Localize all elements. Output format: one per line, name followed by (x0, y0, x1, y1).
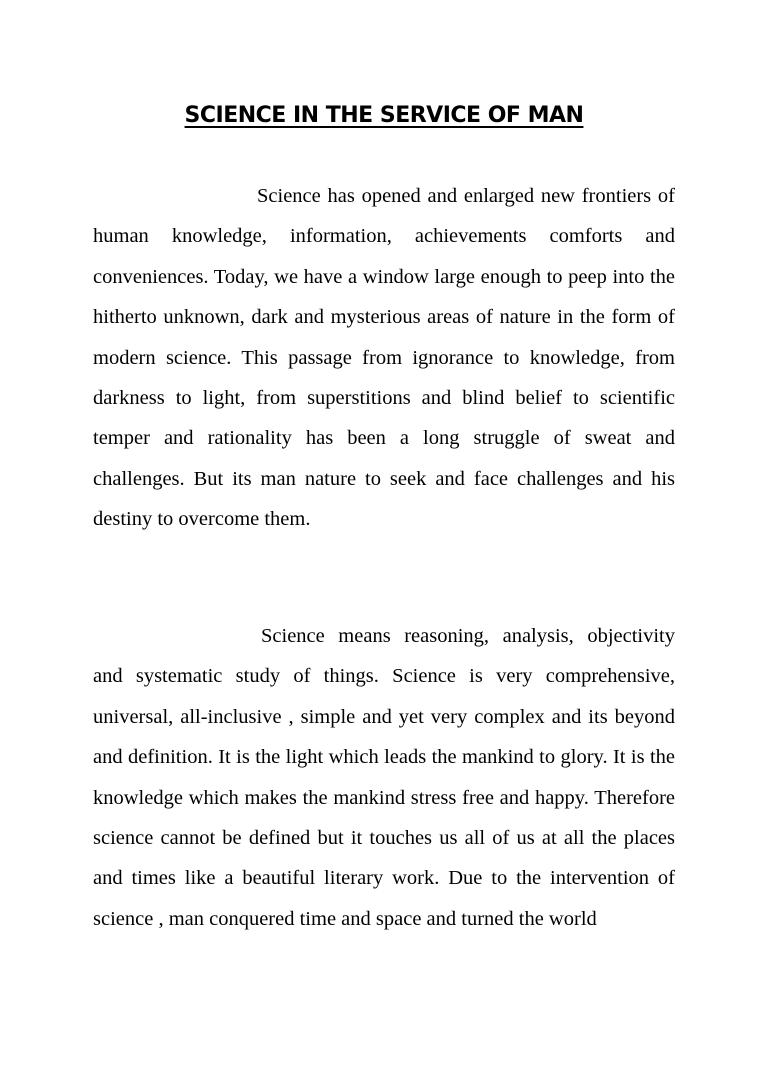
title-text: SCIENCE IN THE SERVICE OF MAN (184, 103, 584, 128)
paragraph-2: Science means reasoning, analysis, objectivity and systematic study of things. Science is very comprehensive, universal, all-inclusive , simple and yet very complex and its beyond and definition. It is the light which leads the mankind to glory. It is the knowledge which makes the mankind stress free and happy. Therefore science cannot be defined but it touches us all of us at all the places and times like a beautiful literary work. Due to the intervention of science , man conquered time and space and turned the world (93, 625, 675, 930)
page-title (0, 96, 768, 136)
paragraph-1: Science has opened and enlarged new frontiers of human knowledge, information, achievements comforts and conveniences. Today, we have a window large enough to peep into the hitherto unknown, dark and mysterious areas of nature in the form of modern science. This passage from ignorance to knowledge, from darkness to light, from superstitions and blind belief to scientific temper and rationality has been a long struggle of sweat and challenges. But its man nature to seek and face challenges and his destiny to overcome them. (93, 185, 675, 531)
